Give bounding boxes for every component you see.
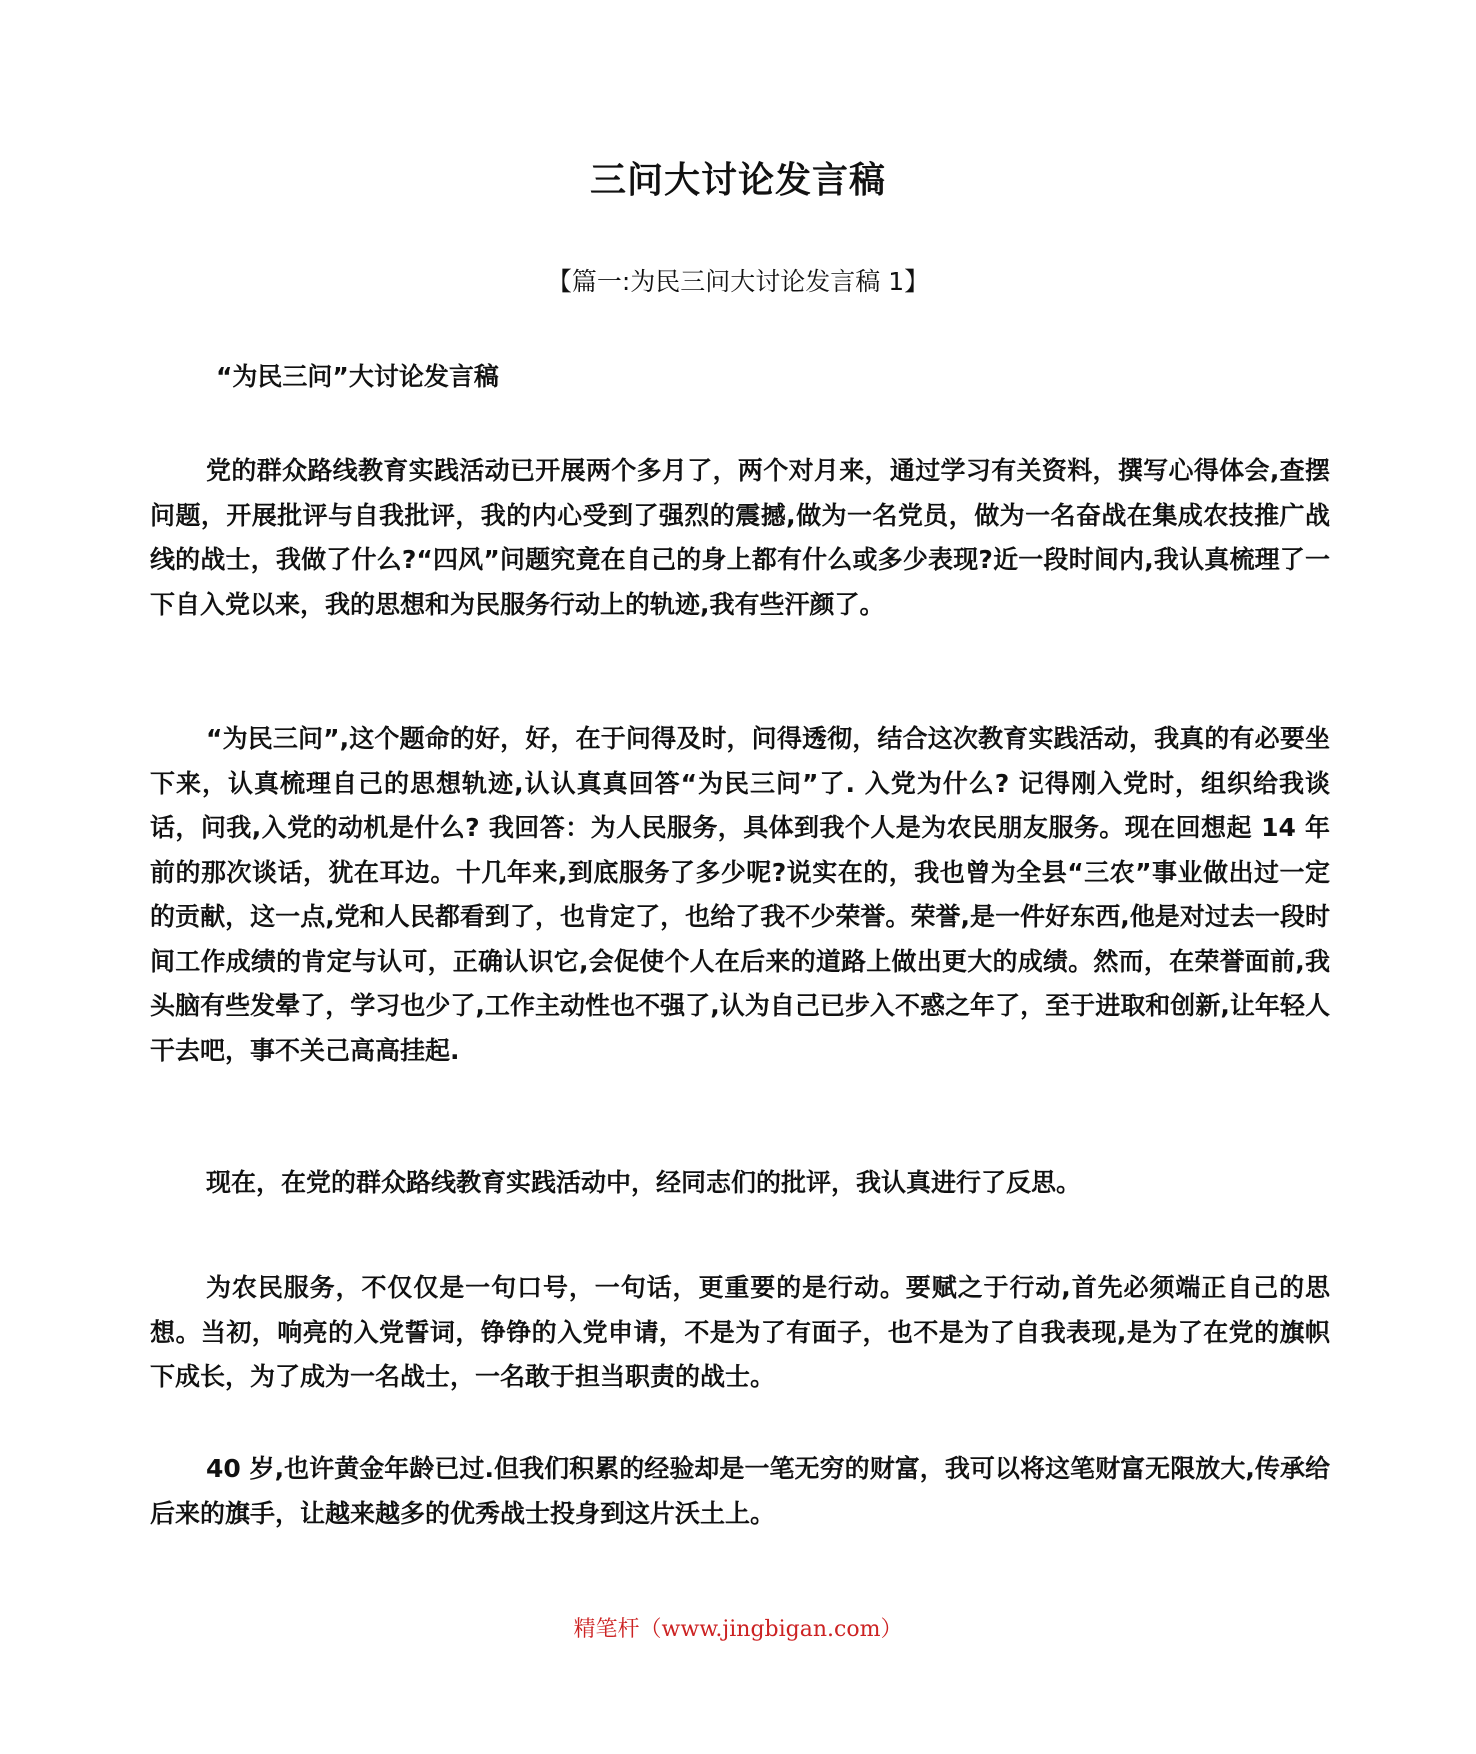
footer-link[interactable]: 精笔杆（www.jingbigan.com） xyxy=(573,1617,903,1642)
speech-heading: “为民三问”大讨论发言稿 xyxy=(216,362,499,391)
paragraph-5: 40 岁,也许黄金年龄已过.但我们积累的经验却是一笔无穷的财富，我可以将这笔财富无限放大,传承给后来的旗手，让越来越多的优秀战士投身到这片沃土上。 xyxy=(150,1454,1330,1528)
paragraph-4: 为农民服务，不仅仅是一句口号，一句话，更重要的是行动。要赋之于行动,首先必须端正自己的思想。当初，响亮的入党誓词，铮铮的入党申请，不是为了有面子，也不是为了自我表现,是为了在党的旗帜下成长，为了成为一名战士，一名敢于担当职责的战士。 xyxy=(150,1273,1330,1391)
document-title: 三问大讨论发言稿 xyxy=(589,160,886,201)
paragraph-1: 党的群众路线教育实践活动已开展两个多月了，两个对月来，通过学习有关资料，撰写心得体会,查摆问题，开展批评与自我批评，我的内心受到了强烈的震撼,做为一名党员，做为一名奋战在集成农技推广战线的战士，我做了什么?“四风”问题究竟在自己的身上都有什么或多少表现?近一段时间内,我认真梳理了一下自入党以来，我的思想和为民服务行动上的轨迹,我有些汗颜了。 xyxy=(150,456,1330,619)
section-subtitle: 【篇一:为民三问大讨论发言稿 1】 xyxy=(546,267,930,296)
paragraph-2: “为民三问”,这个题命的好，好，在于问得及时，问得透彻，结合这次教育实践活动，我真的有必要坐下来，认真梳理自己的思想轨迹,认认真真回答“为民三问”了. 入党为什么? 记得刚入党时，组织给我谈话，问我,入党的动机是什么? 我回答：为人民服务，具体到我个人是为农民朋友服务。现在回想起 14 年前的那次谈话，犹在耳边。十几年来,到底服务了多少呢?说实在的，我也曾为全县“三农”事业做出过一定的贡献，这一点,党和人民都看到了，也肯定了，也给了我不少荣誉。荣誉,是一件好东西,他是对过去一段时间工作成绩的肯定与认可，正确认识它,会促使个人在后来的道路上做出更大的成绩。然而，在荣誉面前,我头脑有些发晕了，学习也少了,工作主动性也不强了,认为自己已步入不惑之年了，至于进取和创新,让年轻人干去吧，事不关己高高挂起. xyxy=(150,724,1330,1065)
paragraph-3: 现在，在党的群众路线教育实践活动中，经同志们的批评，我认真进行了反思。 xyxy=(206,1168,1082,1197)
